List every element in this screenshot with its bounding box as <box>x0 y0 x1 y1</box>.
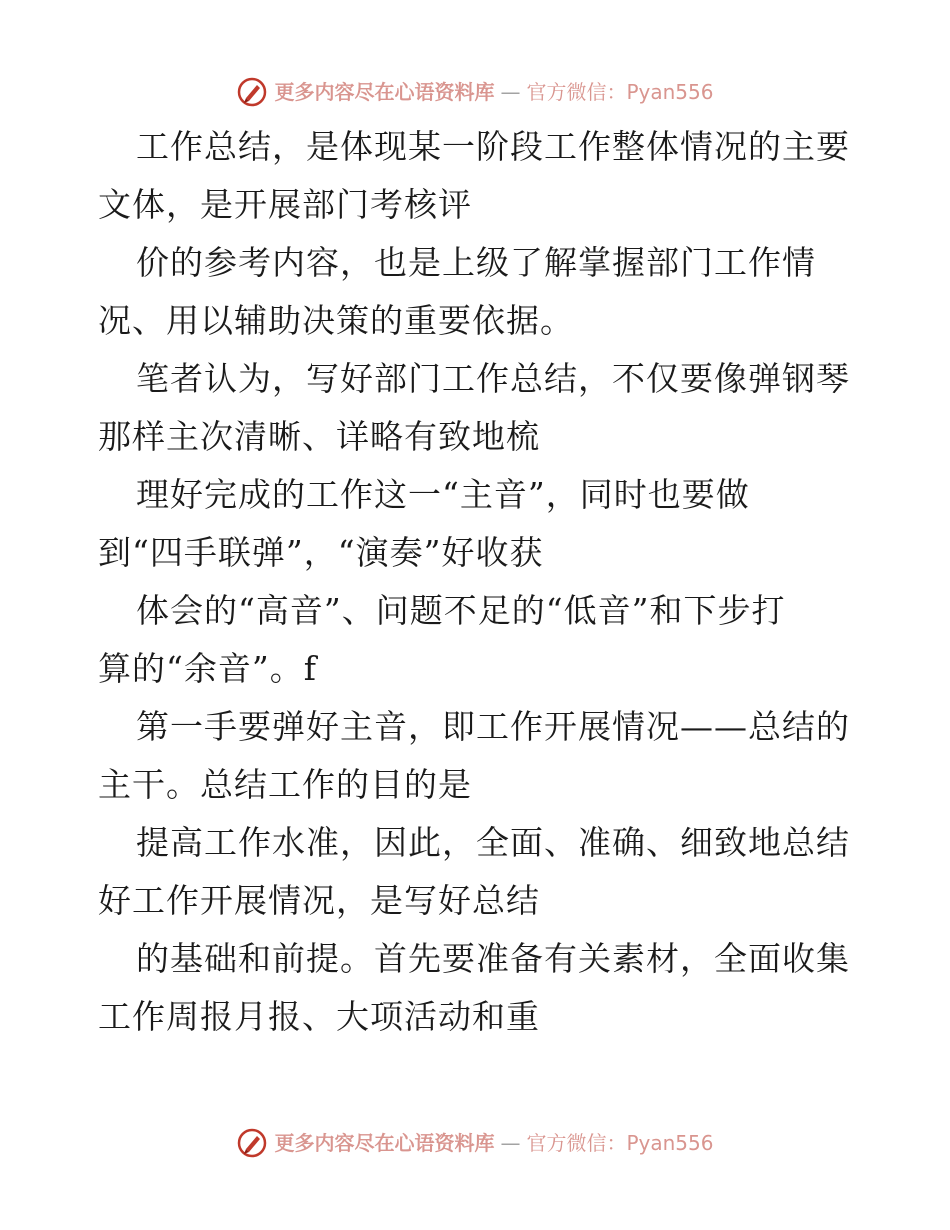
paragraph-line: 理好完成的工作这一“主音”，同时也要做 <box>136 475 750 514</box>
pen-circle-logo-icon <box>236 1127 268 1159</box>
paragraph-line: 第一手要弹好主音，即工作开展情况——总结的 <box>136 707 850 746</box>
paragraph-line: 工作总结，是体现某一阶段工作整体情况的主要 <box>136 127 850 166</box>
paragraph-line: 主干。总结工作的目的是 <box>98 765 472 804</box>
paragraph-line: 况、用以辅助决策的重要依据。 <box>98 301 574 340</box>
paragraph-4 <box>98 466 858 582</box>
paragraph-line: 价的参考内容，也是上级了解掌握部门工作情 <box>136 243 816 282</box>
paragraph-6 <box>98 698 858 814</box>
header-watermark <box>0 76 950 108</box>
paragraph-7 <box>98 814 858 930</box>
paragraph-2 <box>98 234 858 350</box>
watermark-site-name: 更多内容尽在心语资料库 <box>274 80 495 104</box>
watermark-wechat-account: 官方微信：Pyan556 <box>526 80 714 104</box>
document-body <box>98 118 858 1046</box>
paragraph-line: 文体，是开展部门考核评 <box>98 185 472 224</box>
paragraph-1 <box>98 118 858 234</box>
watermark-separator: — <box>500 1131 521 1155</box>
watermark-separator: — <box>500 80 521 104</box>
paragraph-line: 算的“余音”。f <box>98 649 317 688</box>
paragraph-line: 到“四手联弹”，“演奏”好收获 <box>98 533 544 572</box>
paragraph-line: 那样主次清晰、详略有致地梳 <box>98 417 540 456</box>
paragraph-line: 提高工作水准，因此，全面、准确、细致地总结 <box>136 823 850 862</box>
paragraph-8 <box>98 930 858 1046</box>
footer-watermark <box>0 1127 950 1159</box>
paragraph-3 <box>98 350 858 466</box>
paragraph-line: 好工作开展情况，是写好总结 <box>98 881 540 920</box>
paragraph-line: 的基础和前提。首先要准备有关素材，全面收集 <box>136 939 850 978</box>
paragraph-5 <box>98 582 858 698</box>
paragraph-line: 笔者认为，写好部门工作总结，不仅要像弹钢琴 <box>136 359 850 398</box>
watermark-site-name: 更多内容尽在心语资料库 <box>274 1131 495 1155</box>
pen-circle-logo-icon <box>236 76 268 108</box>
paragraph-line: 体会的“高音”、问题不足的“低音”和下步打 <box>136 591 786 630</box>
watermark-wechat-account: 官方微信：Pyan556 <box>526 1131 714 1155</box>
paragraph-line: 工作周报月报、大项活动和重 <box>98 997 540 1036</box>
